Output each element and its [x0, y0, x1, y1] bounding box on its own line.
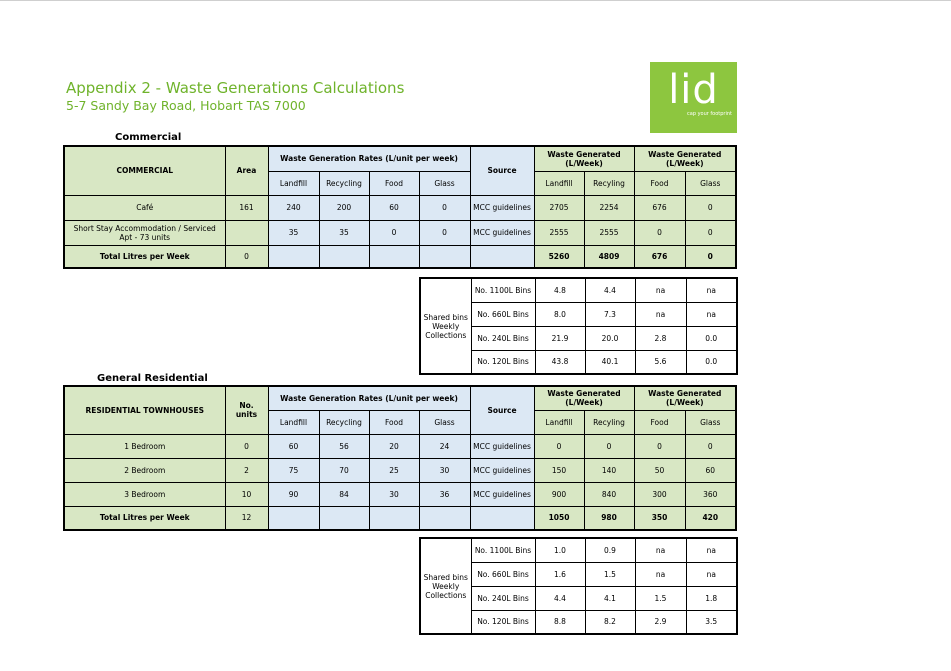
bins-name: No. 240L Bins: [471, 326, 535, 350]
row-glass: 24: [419, 434, 470, 458]
total-food: 350: [634, 506, 685, 530]
total-empty-cell: [470, 245, 534, 268]
table-row: [64, 195, 736, 220]
row-glass: 0: [419, 195, 470, 220]
row-recycling: 84: [319, 482, 369, 506]
bins-recycling: 4.4: [585, 278, 635, 302]
header-source: Source: [470, 146, 534, 195]
bins-glass: na: [686, 538, 737, 562]
header-waste-generated-2: Waste Generated (L/Week): [634, 146, 736, 171]
header-gen-landfill: Landfill: [534, 171, 584, 195]
bins-recycling: 4.1: [585, 586, 635, 610]
row-gen-food: 300: [634, 482, 685, 506]
row-gen-food: 0: [634, 434, 685, 458]
row-recycling: 35: [319, 220, 369, 245]
bins-food: 2.9: [635, 610, 686, 634]
bins-name: No. 120L Bins: [471, 610, 535, 634]
row-name: 3 Bedroom: [64, 482, 225, 506]
header-waste-generated-1: Waste Generated (L/Week): [534, 386, 634, 410]
total-row: [64, 245, 736, 268]
header-gen-recycling: Recyling: [584, 171, 634, 195]
total-empty-cell: [470, 506, 534, 530]
table-row: [64, 220, 736, 245]
bins-name: No. 240L Bins: [471, 586, 535, 610]
bins-name: No. 1100L Bins: [471, 538, 535, 562]
page-title: Appendix 2 - Waste Generations Calculations: [66, 79, 405, 97]
commercial-bins-table: [419, 277, 738, 375]
header-recycling: Recycling: [319, 410, 369, 434]
header-source: Source: [470, 386, 534, 434]
bins-glass: na: [686, 562, 737, 586]
logo-tagline: cap your footprint: [687, 111, 732, 117]
total-food: 676: [634, 245, 685, 268]
total-empty-cell: [419, 506, 470, 530]
total-empty-cell: [369, 245, 419, 268]
bins-food: 2.8: [635, 326, 686, 350]
header-gen-food: Food: [634, 410, 685, 434]
row-gen-food: 50: [634, 458, 685, 482]
bins-recycling: 40.1: [585, 350, 635, 374]
page-subtitle: 5-7 Sandy Bay Road, Hobart TAS 7000: [66, 98, 306, 113]
total-empty-cell: [319, 245, 369, 268]
bins-landfill: 21.9: [535, 326, 585, 350]
residential-table: [63, 385, 737, 531]
header-units: No. units: [225, 386, 268, 434]
row-gen-landfill: 150: [534, 458, 584, 482]
row-source: MCC guidelines: [470, 434, 534, 458]
header-food: Food: [369, 171, 419, 195]
row-landfill: 240: [268, 195, 319, 220]
row-glass: 0: [419, 220, 470, 245]
table-row: [64, 482, 736, 506]
header-gen-glass: Glass: [685, 410, 736, 434]
bins-landfill: 4.4: [535, 586, 585, 610]
row-gen-landfill: 2555: [534, 220, 584, 245]
table-row: [64, 434, 736, 458]
bins-food: 1.5: [635, 586, 686, 610]
row-gen-glass: 0: [685, 220, 736, 245]
header-glass: Glass: [419, 410, 470, 434]
bins-recycling: 8.2: [585, 610, 635, 634]
bins-glass: na: [686, 302, 737, 326]
row-name: 1 Bedroom: [64, 434, 225, 458]
total-landfill: 5260: [534, 245, 584, 268]
total-empty-cell: [268, 245, 319, 268]
total-landfill: 1050: [534, 506, 584, 530]
header-gen-food: Food: [634, 171, 685, 195]
row-glass: 36: [419, 482, 470, 506]
bins-food: 5.6: [635, 350, 686, 374]
row-recycling: 70: [319, 458, 369, 482]
bins-name: No. 660L Bins: [471, 302, 535, 326]
bins-label: Shared bins Weekly Collections: [420, 278, 471, 374]
bins-recycling: 0.9: [585, 538, 635, 562]
bins-name: No. 1100L Bins: [471, 278, 535, 302]
bins-glass: 0.0: [686, 350, 737, 374]
header-landfill: Landfill: [268, 171, 319, 195]
header-food: Food: [369, 410, 419, 434]
row-units: 2: [225, 458, 268, 482]
header-rates: Waste Generation Rates (L/unit per week): [268, 146, 470, 171]
bins-food: na: [635, 278, 686, 302]
total-label: Total Litres per Week: [64, 506, 225, 530]
total-row: [64, 506, 736, 530]
row-name: Café: [64, 195, 225, 220]
bins-food: na: [635, 538, 686, 562]
lid-logo: [650, 62, 737, 133]
total-recycling: 4809: [584, 245, 634, 268]
header-commercial: COMMERCIAL: [64, 146, 225, 195]
row-food: 20: [369, 434, 419, 458]
bins-recycling: 1.5: [585, 562, 635, 586]
row-landfill: 90: [268, 482, 319, 506]
bins-landfill: 1.0: [535, 538, 585, 562]
row-name: Short Stay Accommodation / Serviced Apt - 73 units: [64, 220, 225, 245]
bins-glass: 0.0: [686, 326, 737, 350]
row-food: 60: [369, 195, 419, 220]
row-landfill: 60: [268, 434, 319, 458]
header-gen-recycling: Recyling: [584, 410, 634, 434]
row-gen-landfill: 0: [534, 434, 584, 458]
header-landfill: Landfill: [268, 410, 319, 434]
row-gen-glass: 60: [685, 458, 736, 482]
row-area: [225, 220, 268, 245]
bins-glass: 1.8: [686, 586, 737, 610]
row-gen-recycling: 0: [584, 434, 634, 458]
total-empty-cell: [319, 506, 369, 530]
row-food: 0: [369, 220, 419, 245]
row-gen-recycling: 840: [584, 482, 634, 506]
row-gen-glass: 360: [685, 482, 736, 506]
commercial-table: [63, 145, 737, 269]
row-gen-recycling: 2254: [584, 195, 634, 220]
bins-landfill: 43.8: [535, 350, 585, 374]
row-source: MCC guidelines: [470, 482, 534, 506]
row-units: 10: [225, 482, 268, 506]
row-gen-glass: 0: [685, 434, 736, 458]
row-gen-recycling: 2555: [584, 220, 634, 245]
section-label-residential: General Residential: [97, 373, 208, 384]
bins-glass: na: [686, 278, 737, 302]
row-source: MCC guidelines: [470, 220, 534, 245]
bins-recycling: 7.3: [585, 302, 635, 326]
header-area: Area: [225, 146, 268, 195]
row-food: 25: [369, 458, 419, 482]
row-recycling: 200: [319, 195, 369, 220]
header-waste-generated-1: Waste Generated (L/Week): [534, 146, 634, 171]
total-area: 0: [225, 245, 268, 268]
logo-text: lid: [668, 67, 719, 113]
top-border-line: [0, 0, 951, 1]
header-waste-generated-2: Waste Generated (L/Week): [634, 386, 736, 410]
total-label: Total Litres per Week: [64, 245, 225, 268]
header-residential: RESIDENTIAL TOWNHOUSES: [64, 386, 225, 434]
row-gen-food: 676: [634, 195, 685, 220]
row-gen-food: 0: [634, 220, 685, 245]
header-glass: Glass: [419, 171, 470, 195]
row-gen-glass: 0: [685, 195, 736, 220]
row-source: MCC guidelines: [470, 195, 534, 220]
bins-food: na: [635, 302, 686, 326]
row-landfill: 35: [268, 220, 319, 245]
row-area: 161: [225, 195, 268, 220]
total-glass: 420: [685, 506, 736, 530]
bins-landfill: 8.8: [535, 610, 585, 634]
bins-glass: 3.5: [686, 610, 737, 634]
bins-landfill: 1.6: [535, 562, 585, 586]
row-gen-landfill: 900: [534, 482, 584, 506]
row-food: 30: [369, 482, 419, 506]
row-units: 0: [225, 434, 268, 458]
bins-name: No. 120L Bins: [471, 350, 535, 374]
header-rates: Waste Generation Rates (L/unit per week): [268, 386, 470, 410]
bins-landfill: 4.8: [535, 278, 585, 302]
bins-label: Shared bins Weekly Collections: [420, 538, 471, 634]
row-gen-recycling: 140: [584, 458, 634, 482]
header-gen-landfill: Landfill: [534, 410, 584, 434]
row-gen-landfill: 2705: [534, 195, 584, 220]
header-recycling: Recycling: [319, 171, 369, 195]
header-gen-glass: Glass: [685, 171, 736, 195]
row-glass: 30: [419, 458, 470, 482]
row-recycling: 56: [319, 434, 369, 458]
total-empty-cell: [268, 506, 319, 530]
bins-recycling: 20.0: [585, 326, 635, 350]
section-label-commercial: Commercial: [115, 132, 182, 143]
row-landfill: 75: [268, 458, 319, 482]
total-glass: 0: [685, 245, 736, 268]
total-recycling: 980: [584, 506, 634, 530]
bins-landfill: 8.0: [535, 302, 585, 326]
total-units: 12: [225, 506, 268, 530]
bins-food: na: [635, 562, 686, 586]
residential-bins-table: [419, 537, 738, 635]
row-source: MCC guidelines: [470, 458, 534, 482]
bins-name: No. 660L Bins: [471, 562, 535, 586]
row-name: 2 Bedroom: [64, 458, 225, 482]
total-empty-cell: [419, 245, 470, 268]
total-empty-cell: [369, 506, 419, 530]
table-row: [64, 458, 736, 482]
